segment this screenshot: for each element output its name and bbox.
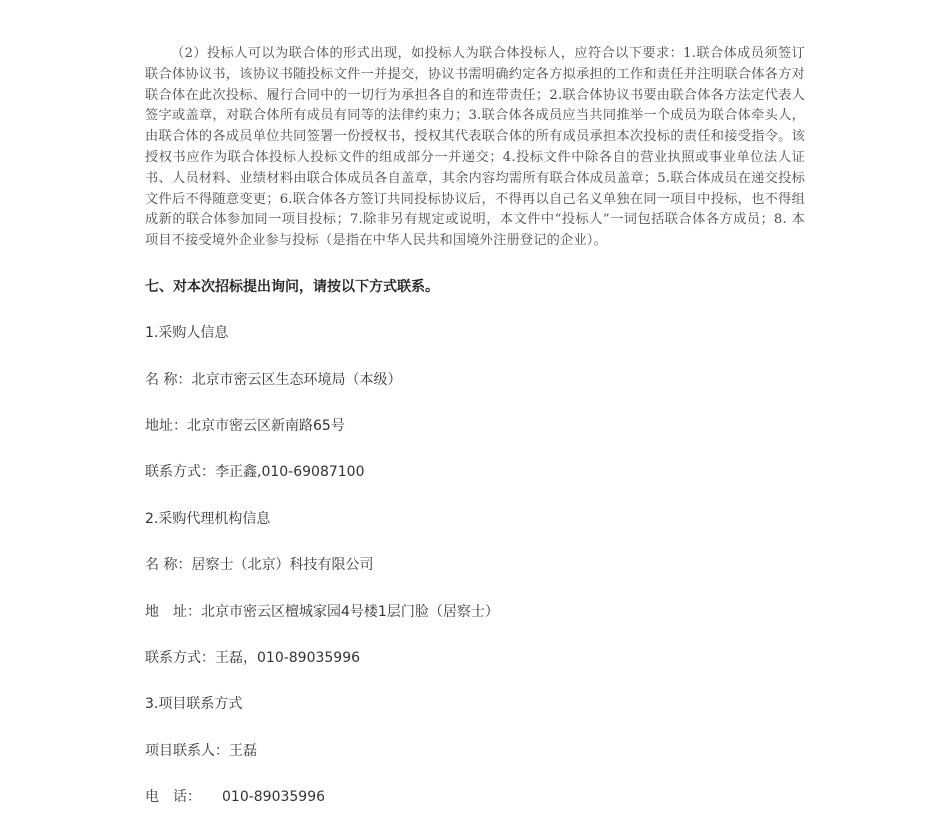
agency-contact: 联系方式：王磊，010-89035996 <box>145 650 361 666</box>
contact-section-heading: 七、对本次招标提出询问，请按以下方式联系。 <box>145 279 439 295</box>
project-contact-phone: 电 话： 010-89035996 <box>145 789 326 805</box>
consortium-requirements-paragraph: （2）投标人可以为联合体的形式出现，如投标人为联合体投标人，应符合以下要求：1.联合体成员须签订联合体协议书，该协议书随投标文件一并提交，协议书需明确约定各方拟承担的工作和责任并注明联合体各方对联合体在此次投标、履行合同中的一切行为承担各自的和连带责任；2.联合体协议书要由联合体各方法定代表人签字或盖章，对联合体所有成员有同等的法律约束力；3.联合体各成员应当共同推举一个成员为联合体牵头人，由联合体的各成员单位共同签署一份授权书，授权其代表联合体的所有成员承担本次投标的责任和接受指令。该授权书应作为联合体投标人投标文件的组成部分一并递交；4.投标文件中除各自的营业执照或事业单位法人证书、人员材料、业绩材料由联合体成员各自盖章，其余内容均需所有联合体成员盖章；5.联合体成员在递交投标文件后不得随意变更；6.联合体各方签订共同投标协议后，不得再以自己名义单独在同一项目中投标，也不得组成新的联合体参加同一项目投标；7.除非另有规定或说明，本文件中“投标人”一词包括联合体各方成员；8. 本项目不接受境外企业参与投标（是指在中华人民共和国境外注册登记的企业）。 <box>145 46 805 249</box>
requirements-block <box>145 44 805 252</box>
purchaser-name: 名 称：北京市密云区生态环境局（本级） <box>145 372 402 388</box>
agency-address: 地 址：北京市密云区檀城家园4号楼1层门脸（居察士） <box>145 604 499 620</box>
project-contact-title: 3.项目联系方式 <box>145 696 243 712</box>
purchaser-address: 地址：北京市密云区新南路65号 <box>145 418 345 434</box>
purchaser-info-title: 1.采购人信息 <box>145 325 229 341</box>
agency-info-title: 2.采购代理机构信息 <box>145 511 271 527</box>
project-contact-person: 项目联系人：王磊 <box>145 743 257 759</box>
purchaser-contact: 联系方式：李正鑫,010-69087100 <box>145 464 365 480</box>
agency-name: 名 称：居察士（北京）科技有限公司 <box>145 557 374 573</box>
